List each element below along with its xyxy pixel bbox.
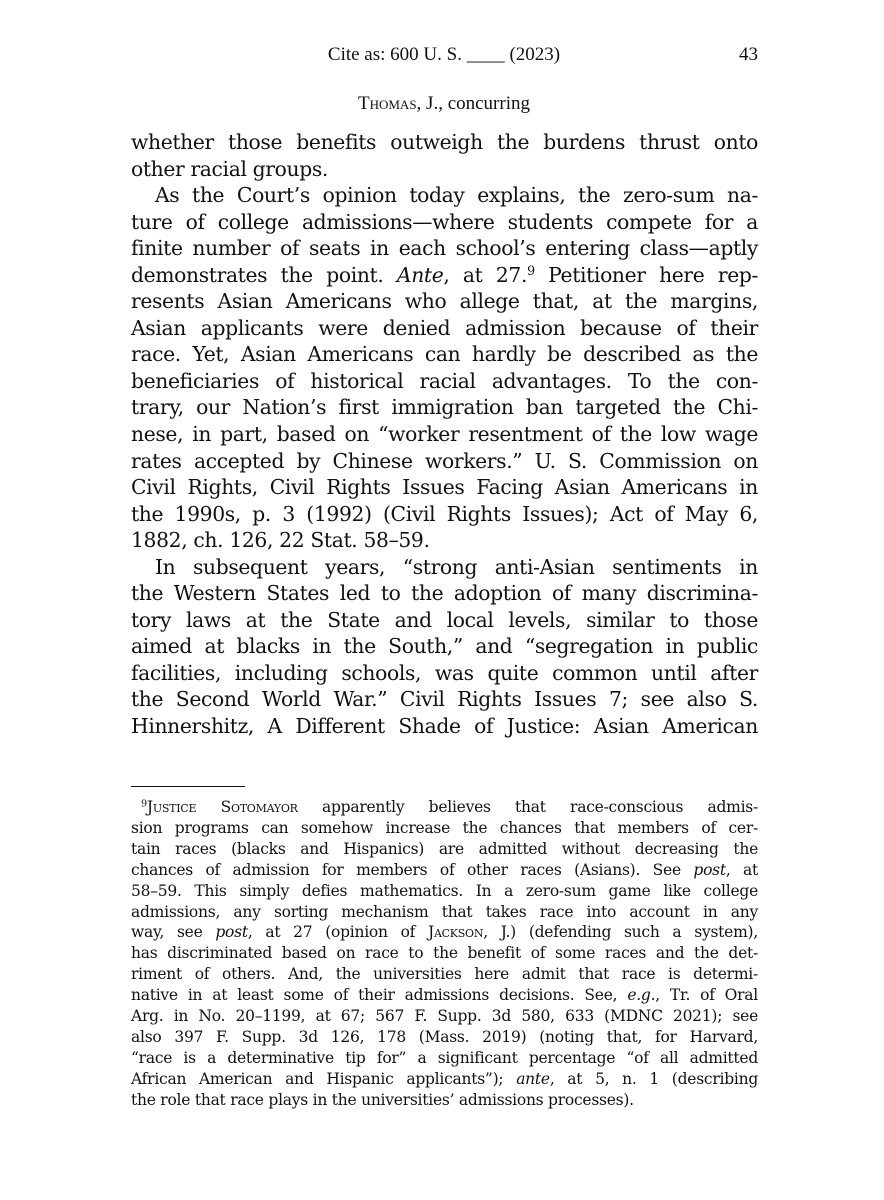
body-line-text: In subsequent years, “strong anti-Asian sentiments in bbox=[155, 554, 758, 579]
body-line bbox=[131, 713, 758, 740]
justice-name: Justice Sotomayor bbox=[146, 798, 298, 816]
footnote-9 bbox=[131, 797, 758, 1111]
body-line bbox=[131, 421, 758, 448]
body-line bbox=[131, 686, 758, 713]
footnote-line bbox=[131, 1006, 758, 1027]
footnote-text: “race is a determinative tip for” a significant percentage “of all admitted bbox=[131, 1048, 758, 1067]
opinion-body bbox=[131, 129, 758, 740]
body-line-text: facilities, including schools, was quite common until after bbox=[131, 660, 758, 685]
footnote-text: admissions, any sorting mechanism that takes race into account in any bbox=[131, 902, 758, 921]
body-line bbox=[131, 129, 758, 156]
footnote-line bbox=[131, 1069, 758, 1090]
body-line bbox=[131, 527, 758, 554]
footnote-line bbox=[131, 943, 758, 964]
body-line bbox=[131, 235, 758, 262]
body-line-text: Hinnershitz, A Different Shade of Justice: Asian American bbox=[131, 714, 758, 739]
body-line-text: demonstrates the point. bbox=[131, 262, 384, 287]
body-line bbox=[131, 474, 758, 501]
footnote-line bbox=[131, 818, 758, 839]
citation: Cite as: 600 U. S. ____ (2023) bbox=[327, 44, 561, 65]
body-line-text: finite number of seats in each school’s entering class—aptly bbox=[131, 236, 758, 261]
footnote-line bbox=[131, 985, 758, 1006]
opinion-type: , J., concurring bbox=[416, 93, 530, 114]
body-line bbox=[131, 394, 758, 421]
footnote-text: 58–59. This simply defies mathematics. In a zero-sum game like college bbox=[131, 881, 758, 900]
footnote-number: 9 bbox=[141, 798, 147, 810]
body-line bbox=[131, 607, 758, 634]
body-line-text: nese, in part, based on “worker resentment of the low wage bbox=[131, 422, 758, 447]
footnote-text: has discriminated based on race to the benefit of some races and the det- bbox=[131, 944, 758, 963]
footnote-line bbox=[131, 1090, 758, 1111]
footnote-separator bbox=[131, 786, 245, 787]
footnote-text: apparently believes that race-conscious admis- bbox=[297, 798, 758, 816]
body-line bbox=[131, 660, 758, 687]
body-line-text: the Second World War.” Civil Rights Issues 7; see also S. bbox=[131, 687, 758, 712]
footnote-line bbox=[131, 902, 758, 923]
footnote-text: , at 27 (opinion of bbox=[247, 923, 428, 942]
body-line-text: ture of college admissions—where students compete for a bbox=[131, 209, 758, 234]
body-line bbox=[131, 288, 758, 315]
body-line bbox=[131, 182, 758, 209]
body-line-text: the Western States led to the adoption of many discrimina- bbox=[131, 581, 758, 606]
body-line bbox=[131, 368, 758, 395]
body-line bbox=[131, 209, 758, 236]
footnote-line bbox=[131, 964, 758, 985]
footnote-marker[interactable]: 9 bbox=[527, 262, 535, 278]
body-line bbox=[131, 262, 758, 289]
citation-signal: post bbox=[693, 860, 726, 879]
footnote-text: , Tr. of Oral bbox=[655, 986, 758, 1005]
body-line-text: resents Asian Americans who allege that, at the margins, bbox=[131, 289, 758, 314]
body-line-text: aimed at blacks in the South,” and “segregation in public bbox=[131, 634, 758, 659]
footnote-text: sion programs can somehow increase the chances that members of cer- bbox=[131, 818, 758, 837]
body-line bbox=[131, 501, 758, 528]
footnote-line bbox=[131, 922, 758, 943]
body-line bbox=[131, 156, 758, 183]
body-line bbox=[131, 633, 758, 660]
running-header bbox=[130, 44, 758, 72]
body-line-text: rates accepted by Chinese workers.” U. S. Commission on bbox=[131, 448, 758, 473]
body-line bbox=[131, 315, 758, 342]
citation-signal: ante bbox=[516, 1069, 550, 1088]
justice-name: Thomas bbox=[357, 93, 417, 114]
body-line bbox=[131, 341, 758, 368]
citation-signal: e.g. bbox=[627, 986, 656, 1005]
body-line bbox=[131, 554, 758, 581]
body-line-text: As the Court’s opinion today explains, the zero-sum na- bbox=[155, 183, 758, 208]
body-line-text: the 1990s, p. 3 (1992) (Civil Rights Issues); Act of May 6, bbox=[131, 501, 758, 526]
footnote-text: African American and Hispanic applicants”); bbox=[131, 1069, 517, 1088]
footnote-text: the role that race plays in the universities’ admissions processes). bbox=[131, 1090, 634, 1109]
body-line-tail: Petitioner here rep- bbox=[534, 262, 758, 287]
body-line-text: Civil Rights, Civil Rights Issues Facing Asian Americans in bbox=[131, 475, 758, 500]
body-line-text: beneficiaries of historical racial advantages. To the con- bbox=[131, 368, 758, 393]
body-line-text: whether those benefits outweigh the burdens thrust onto bbox=[131, 130, 758, 154]
body-line-text: trary, our Nation’s first immigration ban targeted the Chi- bbox=[131, 395, 758, 420]
footnote-text: , J.) (defending such a system), bbox=[483, 923, 758, 942]
page-number: 43 bbox=[739, 44, 758, 65]
footnote-text: chances of admission for members of other races (Asians). See bbox=[131, 860, 694, 879]
footnote-text: , at bbox=[725, 860, 758, 879]
footnote-text: native in at least some of their admissions decisions. See, bbox=[131, 986, 628, 1005]
footnote-line bbox=[131, 860, 758, 881]
body-line-text: race. Yet, Asian Americans can hardly be described as the bbox=[131, 342, 758, 367]
footnote-line bbox=[131, 1027, 758, 1048]
body-line-text: tory laws at the State and local levels, similar to those bbox=[131, 607, 758, 632]
footnote-line bbox=[131, 839, 758, 860]
body-line bbox=[131, 448, 758, 475]
reference-page: , at 27. bbox=[443, 262, 528, 287]
footnote-line bbox=[131, 797, 758, 818]
footnote-line bbox=[131, 1048, 758, 1069]
case-reference: Ante bbox=[396, 262, 444, 287]
footnote-line bbox=[131, 881, 758, 902]
citation-signal: post bbox=[215, 923, 248, 942]
body-line-text: 1882, ch. 126, 22 Stat. 58–59. bbox=[131, 528, 430, 553]
footnote-text: Arg. in No. 20–1199, at 67; 567 F. Supp. 3d 580, 633 (MDNC 2021); see bbox=[131, 1007, 758, 1026]
body-line-text: Asian applicants were denied admission because of their bbox=[131, 315, 758, 340]
opinion-author-line bbox=[130, 93, 758, 115]
body-line bbox=[131, 580, 758, 607]
footnote-text: also 397 F. Supp. 3d 126, 178 (Mass. 2019) (noting that, for Harvard, bbox=[131, 1027, 758, 1046]
footnote-text: tain races (blacks and Hispanics) are admitted without decreasing the bbox=[131, 839, 758, 858]
footnote-text: , at 5, n. 1 (describing bbox=[549, 1069, 758, 1088]
footnote-text: riment of others. And, the universities here admit that race is determi- bbox=[131, 965, 758, 984]
justice-name: Jackson bbox=[427, 923, 484, 942]
footnote-text: way, see bbox=[131, 923, 216, 942]
body-line-text: other racial groups. bbox=[131, 156, 329, 181]
